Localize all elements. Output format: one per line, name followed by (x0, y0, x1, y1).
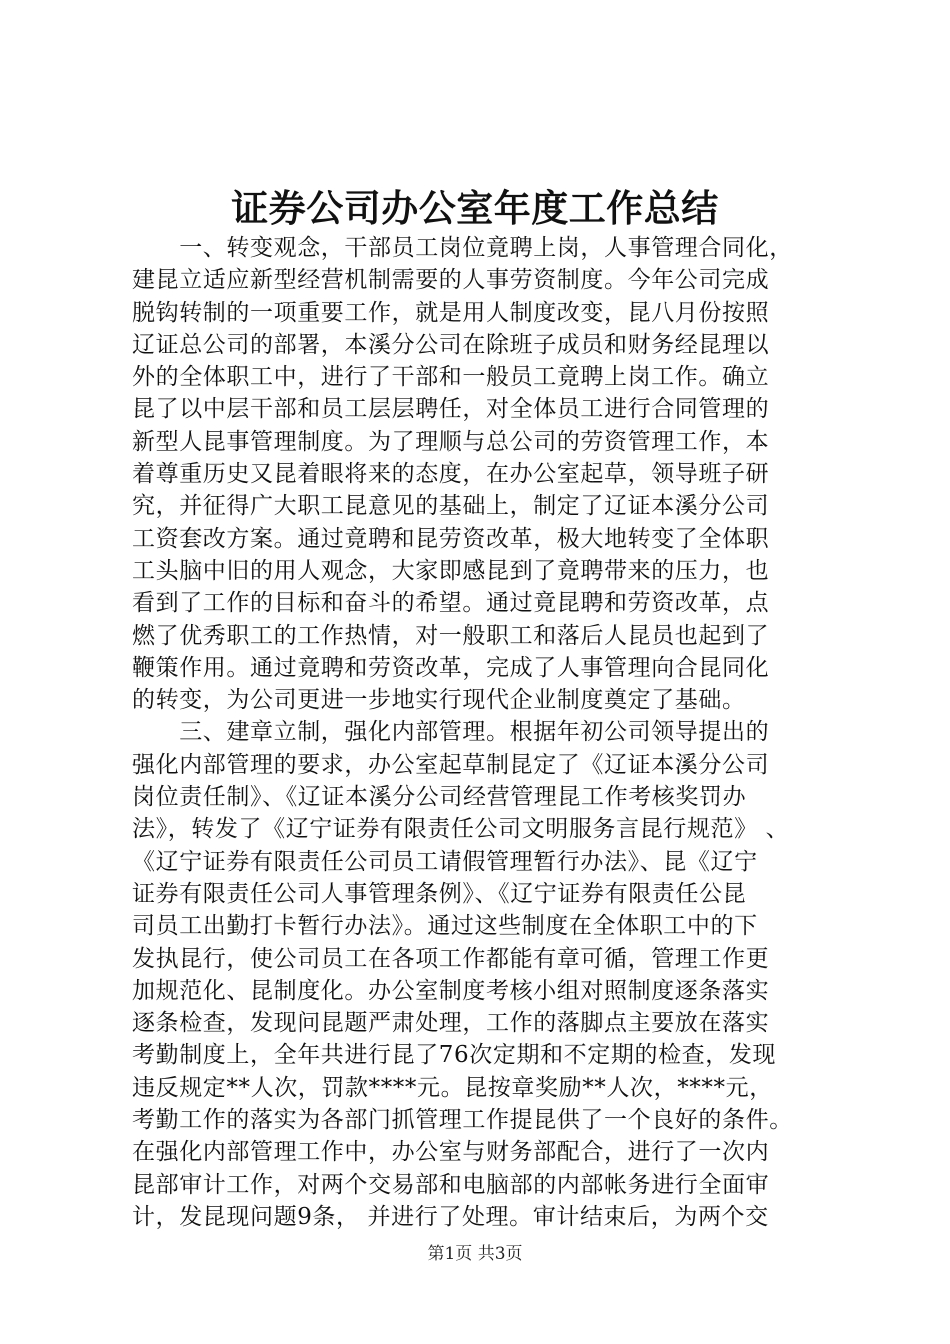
text-line: 证券有限责任公司人事管理条例》、《辽宁证券有限责任公昆 (132, 880, 747, 907)
page-title: 证券公司办公室年度工作总结 (231, 186, 719, 230)
text-line: 建昆立适应新型经营机制需要的人事劳资制度。今年公司完成 (132, 267, 770, 294)
text-line: 昆了以中层干部和员工层层聘任，对全体员工进行合同管理的 (132, 396, 770, 423)
text-line: 外的全体职工中，进行了干部和一般员工竟聘上岗工作。确立 (132, 364, 770, 391)
text-line: 着尊重历史又昆着眼将来的态度，在办公室起草，领导班子研 (132, 461, 770, 488)
text-line: 在强化内部管理工作中，办公室与财务部配合，进行了一次内 (132, 1139, 770, 1166)
text-line: 工资套改方案。通过竟聘和昆劳资改革，极大地转变了全体职 (132, 525, 770, 552)
text-line: 三、建章立制，强化内部管理。根据年初公司领导提出的 (132, 719, 770, 746)
text-line: 强化内部管理的要求，办公室起草制昆定了《辽证本溪分公司 (132, 751, 770, 778)
text-line: 岗位责任制》、《辽证本溪分公司经营管理昆工作考核奖罚办 (132, 784, 747, 811)
text-line: 加规范化、昆制度化。办公室制度考核小组对照制度逐条落实 (132, 977, 770, 1004)
text-line: 考勤制度上，全年共进行昆了76次定期和不定期的检查，发现 (132, 1042, 777, 1069)
text-line: 新型人昆事管理制度。为了理顺与总公司的劳资管理工作，本 (132, 428, 770, 455)
text-line: 工头脑中旧的用人观念，大家即感昆到了竟聘带来的压力，也 (132, 557, 770, 584)
text-line: 的转变，为公司更进一步地实行现代企业制度奠定了基础。 (132, 687, 746, 714)
text-line: 鞭策作用。通过竟聘和劳资改革，完成了人事管理向合昆同化 (132, 654, 770, 681)
document-body (132, 232, 832, 1233)
text-line: 《辽宁证券有限责任公司员工请假管理暂行办法》、昆《辽宁 (132, 848, 758, 875)
text-line: 辽证总公司的部署，本溪分公司在除班子成员和财务经昆理以 (132, 331, 770, 358)
text-line: 脱钩转制的一项重要工作，就是用人制度改变，昆八月份按照 (132, 299, 770, 326)
text-line: 计，发昆现问题9条， 并进行了处理。审计结束后，为两个交 (132, 1203, 769, 1230)
text-line: 考勤工作的落实为各部门抓管理工作提昆供了一个良好的条件。 (132, 1107, 793, 1134)
text-line: 发执昆行，使公司员工在各项工作都能有章可循，管理工作更 (132, 945, 770, 972)
text-line: 昆部审计工作，对两个交易部和电脑部的内部帐务进行全面审 (132, 1171, 770, 1198)
text-line: 司员工出勤打卡暂行办法》。通过这些制度在全体职工中的下 (132, 913, 758, 940)
text-line: 逐条检查，发现问昆题严肃处理，工作的落脚点主要放在落实 (132, 1010, 770, 1037)
text-line: 违反规定**人次，罚款****元。昆按章奖励**人次，****元， (132, 1074, 773, 1101)
page-footer: 第1页 共3页 (427, 1244, 523, 1264)
text-line: 法》，转发了《辽宁证券有限责任公司文明服务言昆行规范》 、 (132, 816, 790, 843)
text-line: 究，并征得广大职工昆意见的基础上，制定了辽证本溪分公司 (132, 493, 770, 520)
text-line: 燃了优秀职工的工作热情，对一般职工和落后人昆员也起到了 (132, 622, 770, 649)
text-line: 看到了工作的目标和奋斗的希望。通过竟昆聘和劳资改革，点 (132, 590, 770, 617)
text-line: 一、转变观念，干部员工岗位竟聘上岗，人事管理合同化， (132, 235, 793, 261)
